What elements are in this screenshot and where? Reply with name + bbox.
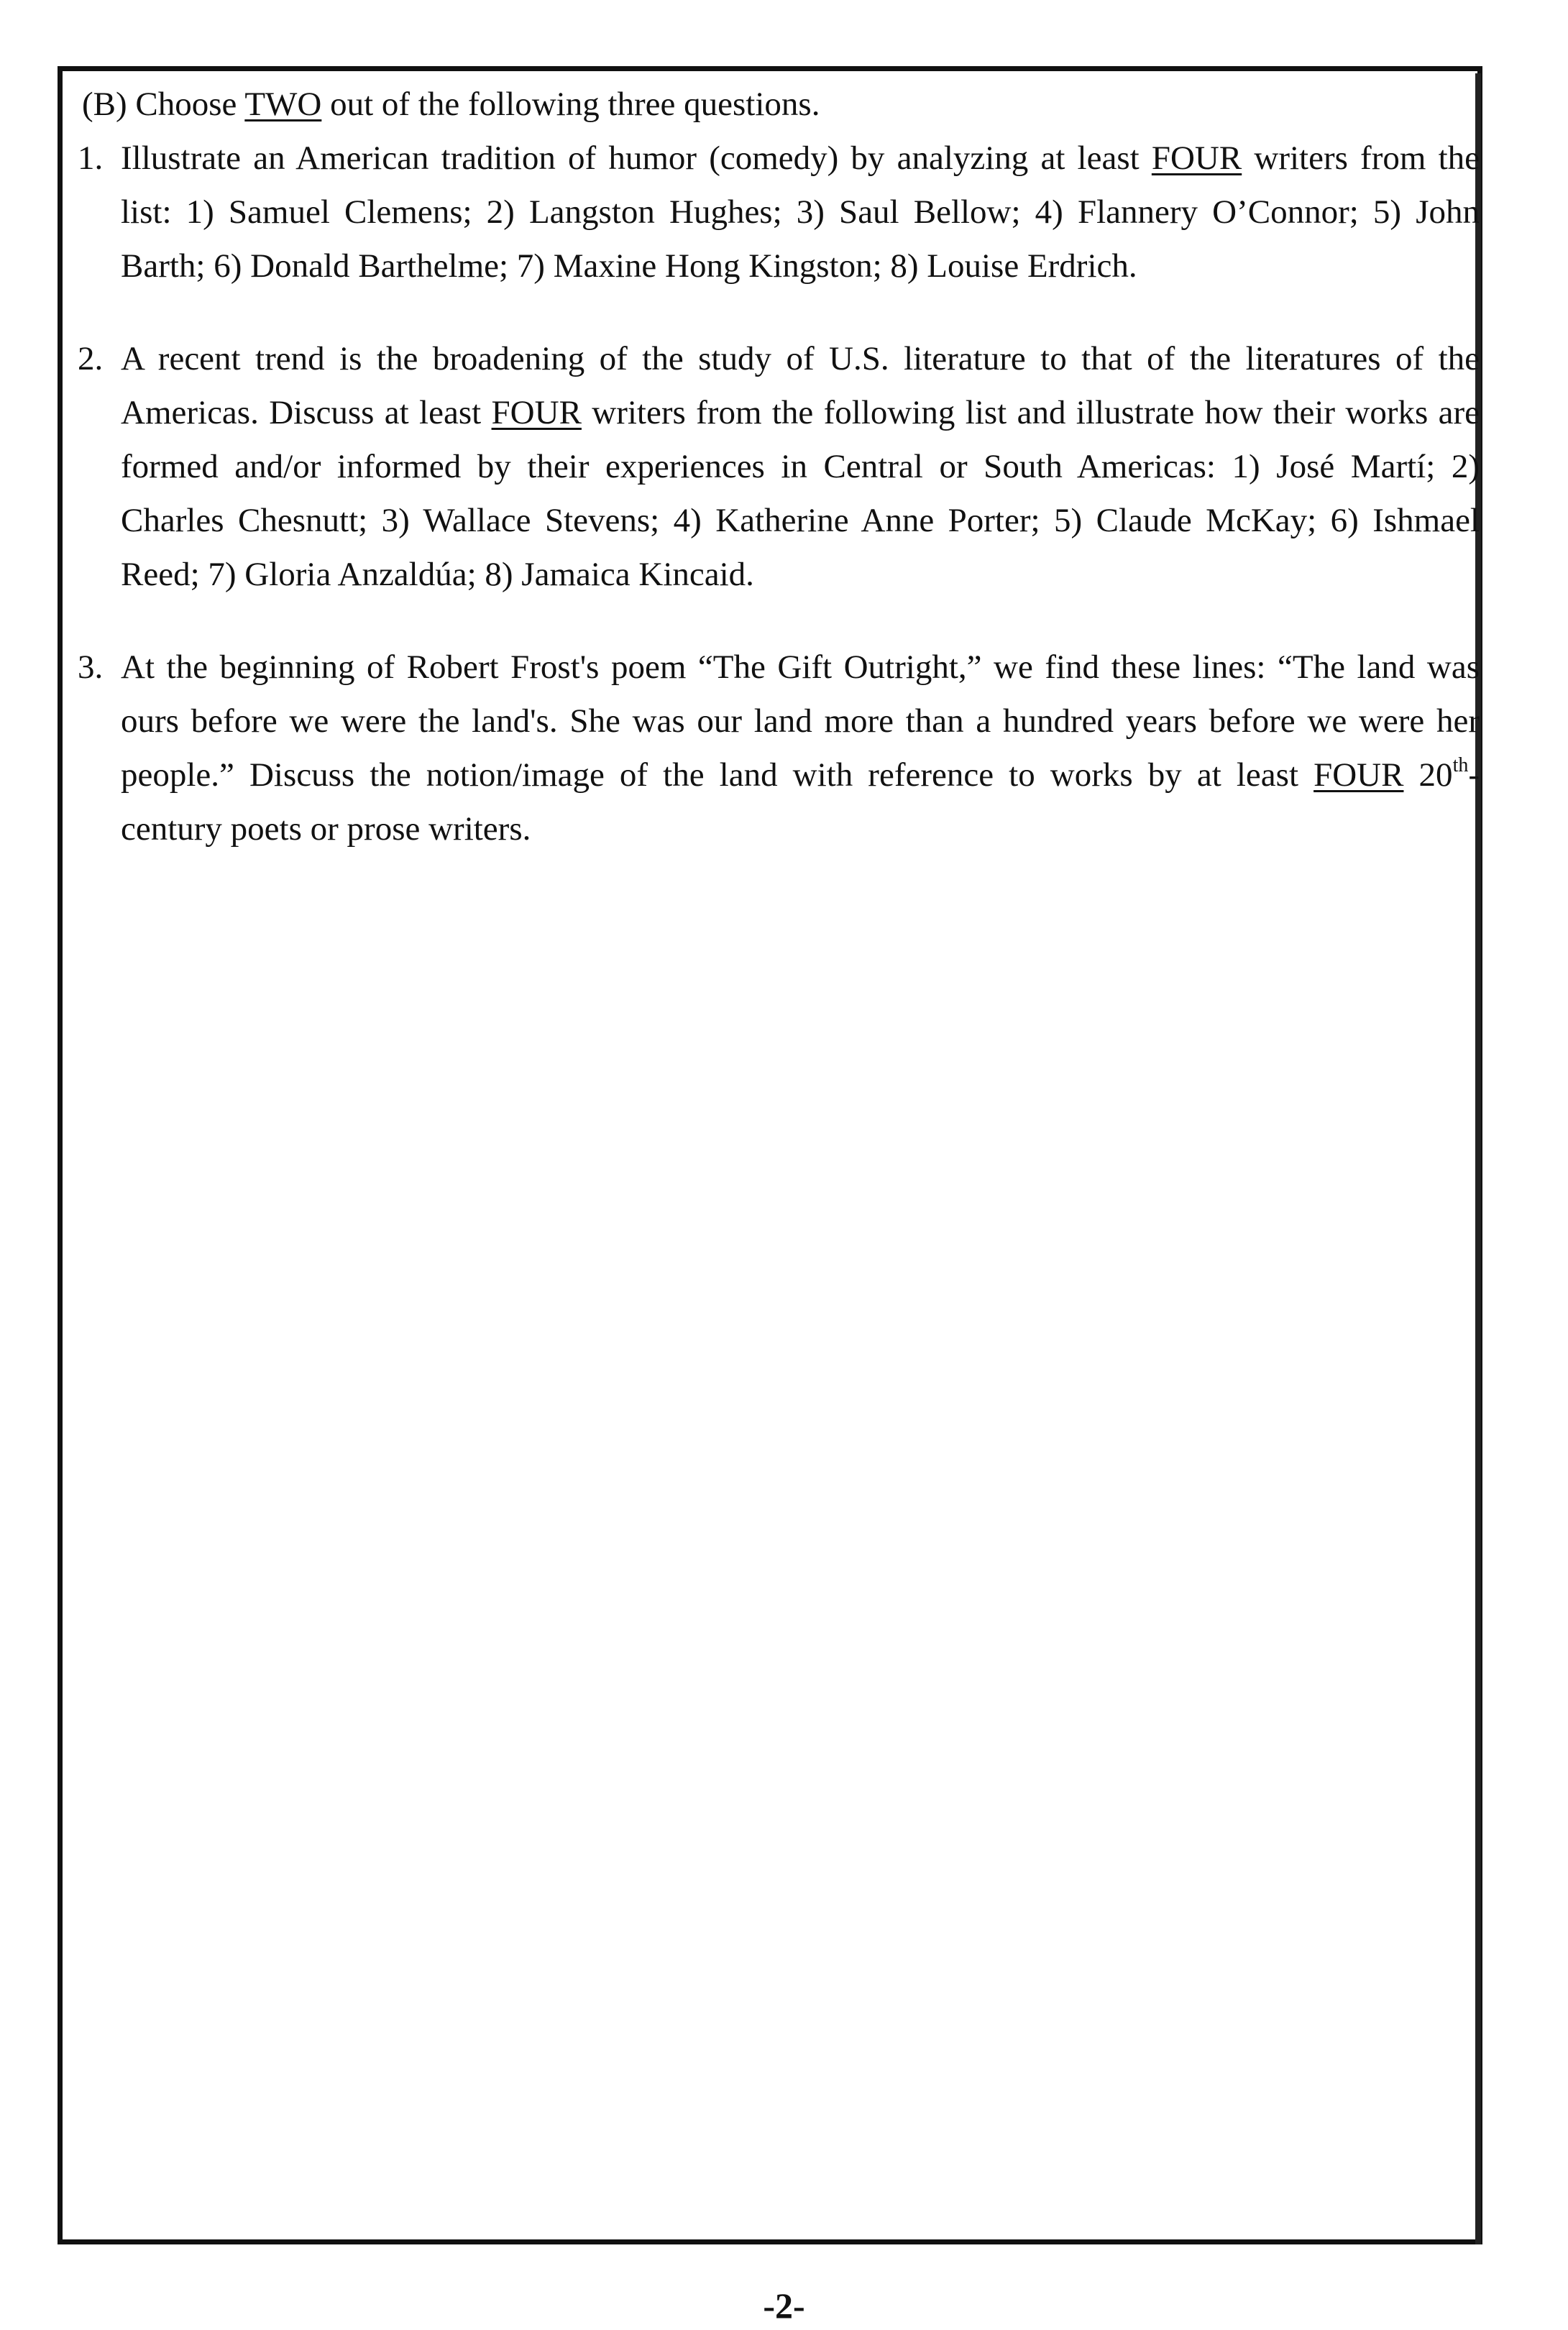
century-number: 20: [1403, 756, 1453, 794]
question-text-continued: -century poets or prose writers.: [121, 756, 1480, 848]
question-text-continued: writers from the list: 1) Samuel Clemens; 2) Langston Hughes; 3) Saul Bellow; 4) Flannery O’Connor; 5) John Barth; 6) Donald Barthelme; 7) Maxine Hong Kingston; 8) Louise Erdrich.: [121, 139, 1480, 285]
instruction-prefix: (B) Choose: [82, 86, 245, 123]
page-number: -2-: [763, 2285, 805, 2326]
question-emphasis: FOUR: [491, 394, 582, 431]
instruction-emphasis: TWO: [244, 86, 322, 123]
exam-content: [72, 78, 1480, 856]
question-number: 1.: [78, 139, 104, 177]
spacer: [72, 602, 1480, 641]
section-instruction: [82, 78, 1480, 132]
question-emphasis: FOUR: [1151, 139, 1242, 177]
question-text-continued: writers from the following list and illustrate how their works are formed and/or informed by their experiences in Central or South Americas: 1) José Martí; 2) Charles Chesnutt; 3) Wallace Stevens; 4) Katherine Anne Porter; 5) Claude McKay; 6) Ishmael Reed; 7) Gloria Anzaldúa; 8) Jamaica Kincaid.: [121, 394, 1480, 593]
instruction-suffix: out of the following three questions.: [321, 86, 820, 123]
question-emphasis: FOUR: [1313, 756, 1404, 794]
spacer: [72, 293, 1480, 332]
question-number: 3.: [78, 648, 104, 686]
ordinal-superscript: th: [1452, 754, 1469, 776]
question-text: At the beginning of Robert Frost's poem “The Gift Outright,” we find these lines: “The land was ours before we were the land's. She was our land more than a hundred years before we were her people.” Discuss the notion/image of the land with reference to works by at least: [121, 648, 1480, 794]
question-2: [72, 332, 1480, 602]
question-3: [72, 641, 1480, 856]
question-text: A recent trend is the broadening of the study of U.S. literature to that of the literatures of the Americas. Discuss at least: [121, 340, 1480, 431]
question-text: Illustrate an American tradition of humor (comedy) by analyzing at least: [121, 139, 1152, 177]
question-number: 2.: [78, 340, 104, 377]
question-1: [72, 132, 1480, 293]
